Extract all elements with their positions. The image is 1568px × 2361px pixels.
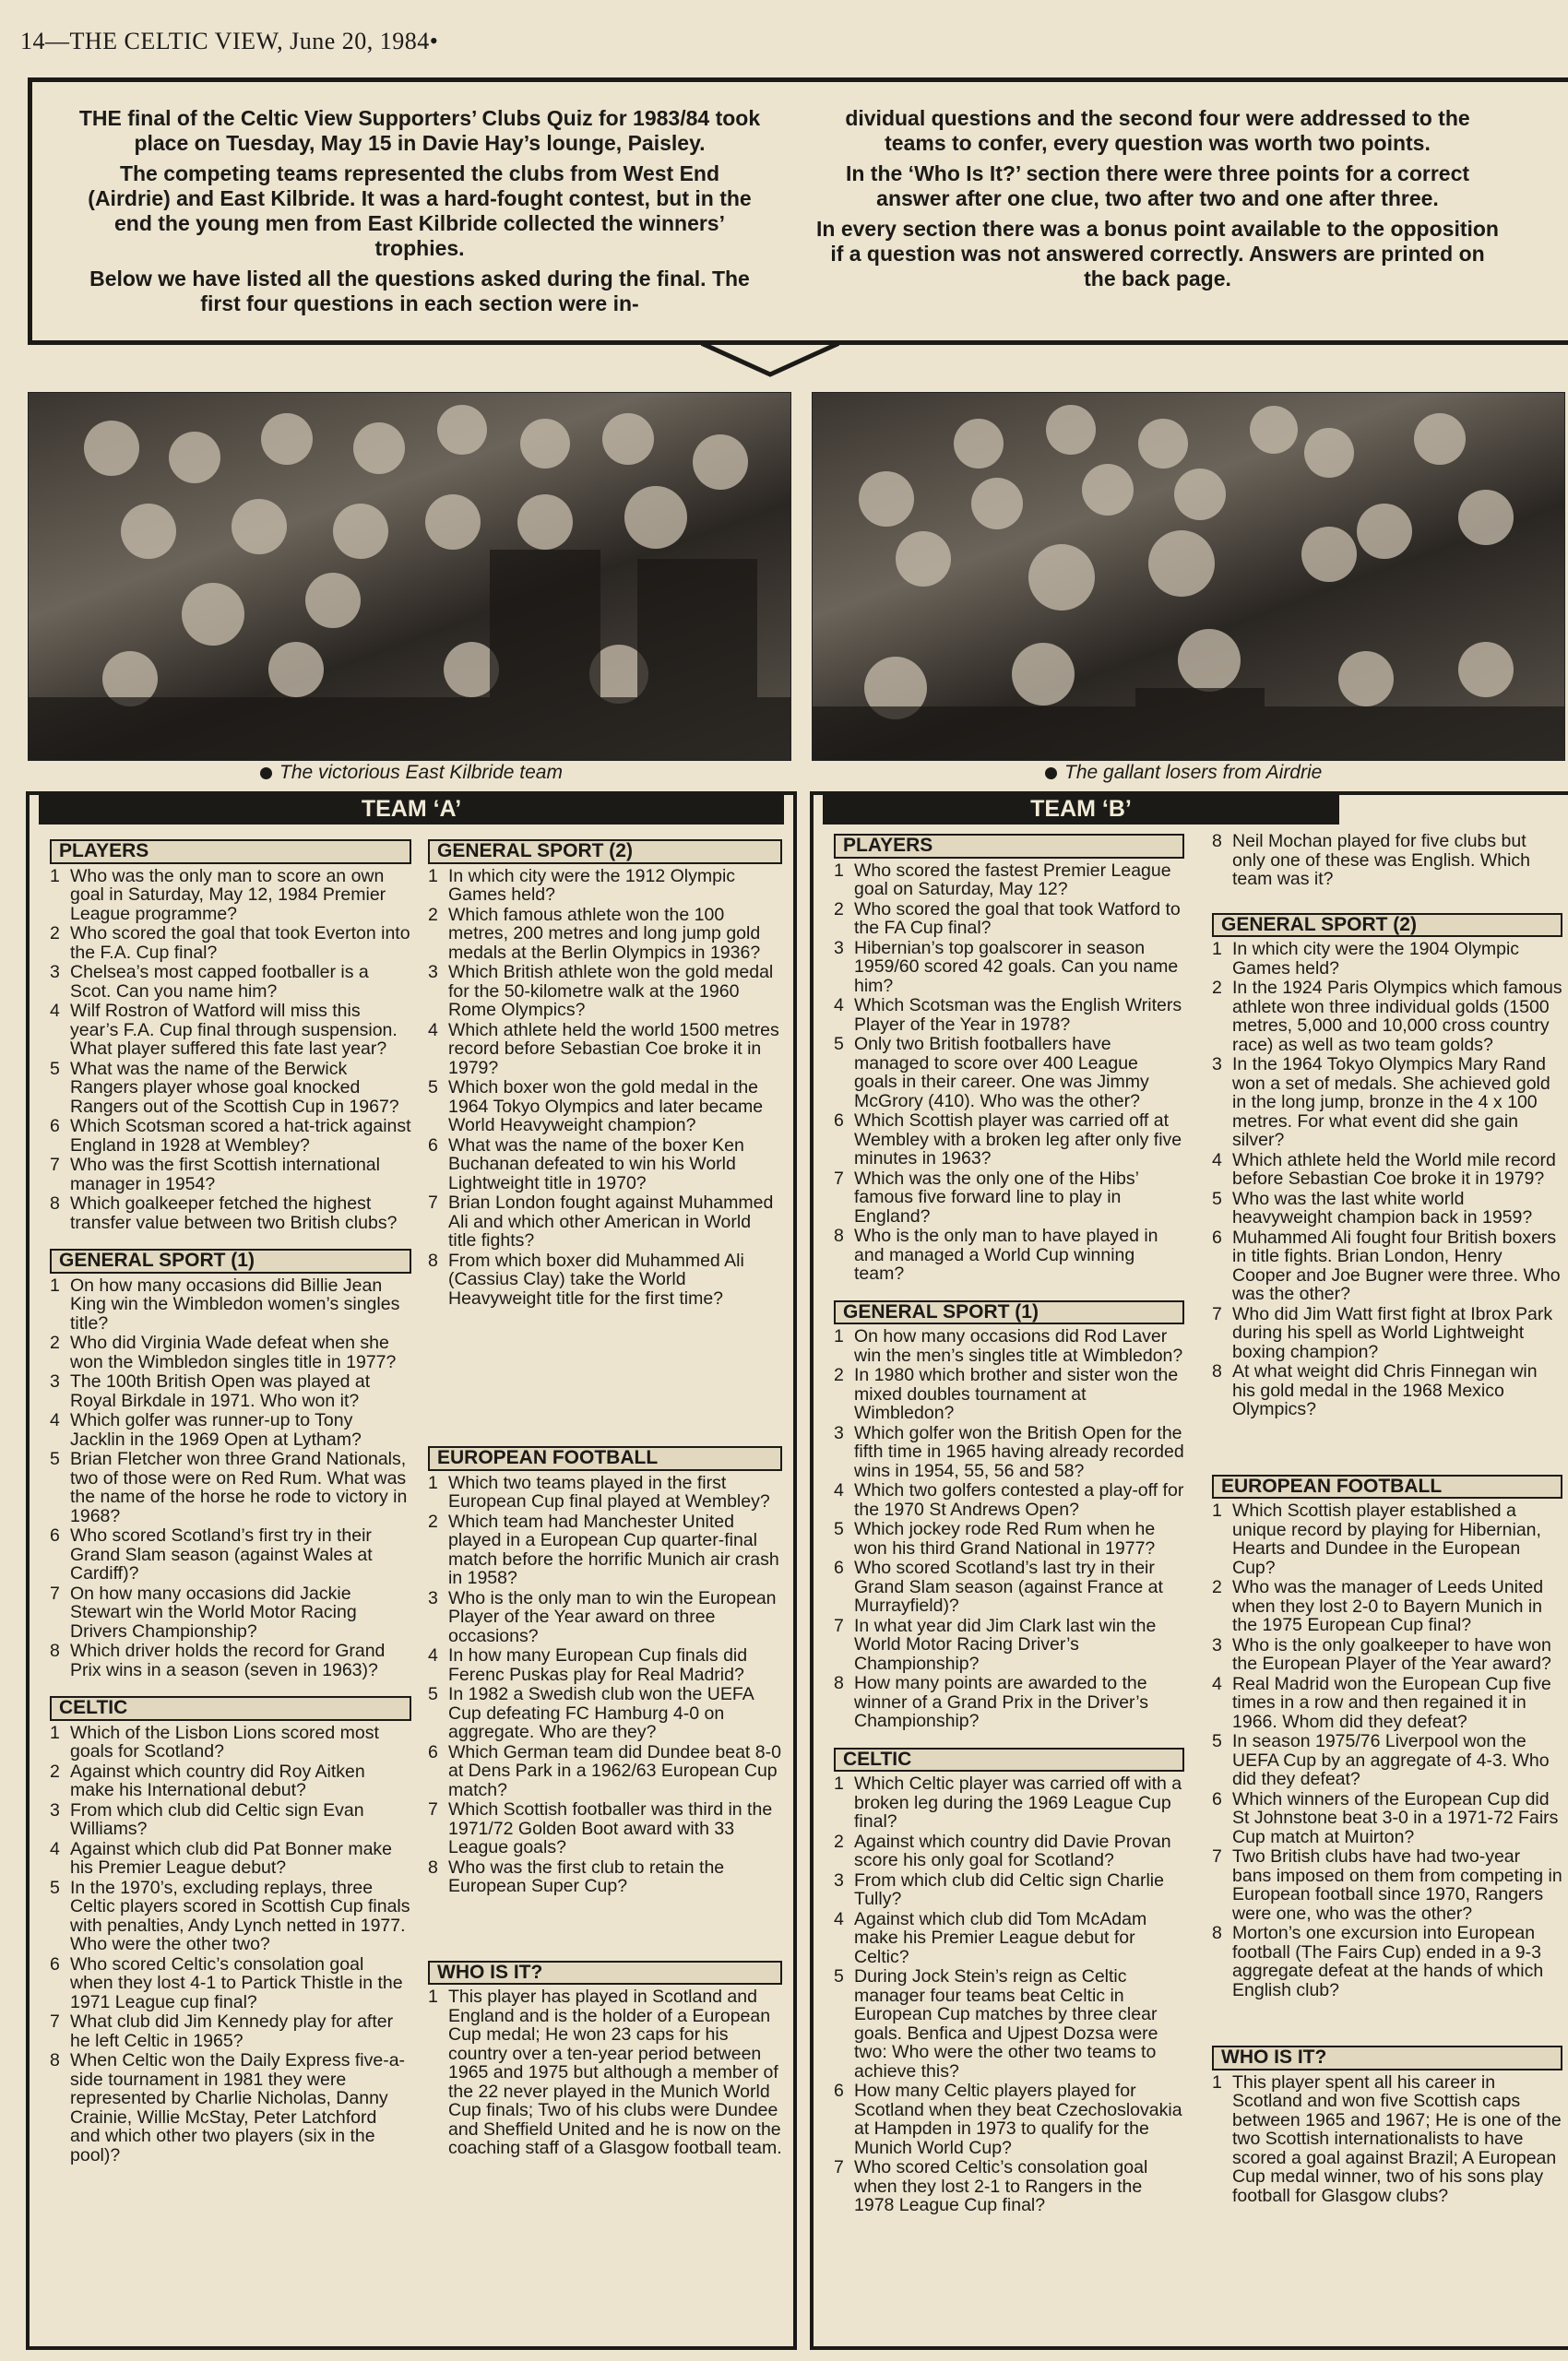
question-text: Morton’s one excursion into European football (The Fairs Cup) ended in a 9-3 aggregate defeat at the hands of which English club? — [1232, 1923, 1544, 2000]
quiz-section — [1212, 913, 1562, 1419]
question-number: 8 — [1212, 831, 1222, 851]
section-heading: EUROPEAN FOOTBALL — [428, 1446, 782, 1471]
question-item — [428, 1021, 782, 1078]
question-number: 3 — [50, 962, 60, 982]
quiz-section — [1212, 1475, 1562, 2000]
question-text: The 100th British Open was played at Royal Birkdale in 1971. Who won it? — [70, 1371, 371, 1411]
team-a-panel — [26, 791, 797, 2350]
question-number: 8 — [428, 1857, 438, 1878]
question-item — [50, 1450, 411, 1525]
section-heading: GENERAL SPORT (1) — [50, 1249, 411, 1274]
question-text: Which was the only one of the Hibs’ famous five forward line to play in England? — [854, 1168, 1139, 1227]
team-b-column-1 — [834, 834, 1184, 2232]
intro-right-column — [816, 106, 1499, 297]
question-text: Who scored the goal that took Watford to the FA Cup final? — [854, 898, 1181, 938]
question-number: 2 — [428, 904, 438, 925]
question-item — [834, 1424, 1184, 1481]
question-number: 3 — [1212, 1634, 1222, 1655]
question-item — [834, 1774, 1184, 1832]
question-number: 6 — [50, 1953, 60, 1975]
question-text: Against which club did Pat Bonner make his Premier League debut? — [70, 1838, 393, 1878]
question-text: Which team had Manchester United played in a European Cup quarter-final match before the horrific Munich air crash in 1958? — [448, 1511, 779, 1588]
question-number: 8 — [428, 1250, 438, 1271]
question-number: 2 — [1212, 978, 1222, 998]
photo-airdrie-team — [812, 392, 1565, 761]
question-item — [50, 1411, 411, 1449]
question-number: 1 — [428, 865, 438, 886]
question-text: Which Celtic player was carried off with a broken leg during the 1969 League Cup final? — [854, 1774, 1182, 1832]
question-number: 4 — [834, 995, 844, 1015]
section-heading: GENERAL SPORT (2) — [428, 839, 782, 864]
question-text: Who was the first club to retain the European Super Cup? — [448, 1857, 725, 1896]
question-item — [1212, 1228, 1562, 1304]
question-number: 7 — [1212, 1846, 1222, 1867]
caption-left-text: The victorious East Kilbride team — [279, 762, 563, 783]
question-text: From which club did Celtic sign Evan Williams? — [70, 1799, 364, 1839]
question-text: This player spent all his career in Scotland and won five Scottish caps between 1965 and 1967; He is one of the two Scottish internationalists to have scored a goal against Brazil; A European Cup medal winner, two of his sons play football for Glasgow clubs? — [1232, 2071, 1562, 2206]
question-item — [834, 1327, 1184, 1365]
quiz-section — [1212, 2046, 1562, 2205]
question-text: In 1982 a Swedish club won the UEFA Cup defeating FC Hamburg 4-0 on aggregate. Who are they? — [448, 1684, 754, 1742]
question-item — [834, 1366, 1184, 1423]
team-a-column-1 — [50, 839, 411, 2181]
question-text: Which Scottish footballer was third in the 1971/72 Golden Boot award with 33 League goals? — [448, 1799, 773, 1857]
question-text: Who did Virginia Wade defeat when she won the Wimbledon singles title in 1977? — [70, 1333, 397, 1372]
question-item — [428, 1987, 782, 2158]
question-text: Which two teams played in the first European Cup final played at Wembley? — [448, 1472, 770, 1512]
question-item — [834, 1481, 1184, 1519]
section-heading: WHO IS IT? — [1212, 2046, 1562, 2070]
question-item — [834, 1111, 1184, 1169]
question-item — [50, 1156, 411, 1193]
question-text: Which jockey rode Red Rum when he won his third Grand National in 1977? — [854, 1519, 1156, 1559]
question-number: 6 — [834, 1110, 844, 1131]
question-number: 7 — [50, 1155, 60, 1175]
question-number: 2 — [834, 1831, 844, 1852]
question-number: 5 — [428, 1077, 438, 1097]
question-text: Which British athlete won the gold medal for the 50-kilometre walk at the 1960 Rome Olympics? — [448, 962, 774, 1020]
question-item — [834, 1871, 1184, 1909]
question-text: Who is the only man to have played in and managed a World Cup winning team? — [854, 1226, 1158, 1284]
section-heading: CELTIC — [50, 1696, 411, 1721]
question-item — [1212, 1636, 1562, 1674]
team-a-banner: TEAM ‘A’ — [39, 793, 784, 825]
question-text: In 1980 which brother and sister won the mixed doubles tournament at Wimbledon? — [854, 1365, 1179, 1423]
question-text: Which golfer won the British Open for the fifth time in 1965 having already recorded wins in 1954, 55, 56 and 58? — [854, 1422, 1184, 1481]
question-item — [428, 1589, 782, 1646]
question-number: 4 — [428, 1645, 438, 1666]
section-heading: EUROPEAN FOOTBALL — [1212, 1475, 1562, 1500]
question-number: 7 — [428, 1192, 438, 1213]
question-text: Who was the first Scottish international manager in 1954? — [70, 1155, 380, 1194]
question-number: 2 — [50, 1333, 60, 1353]
question-text: Who is the only man to win the European Player of the Year award on three occasions? — [448, 1587, 777, 1646]
question-item — [428, 1646, 782, 1684]
quiz-section — [50, 1249, 411, 1679]
question-number: 5 — [1212, 1188, 1222, 1209]
question-text: In the 1970’s, excluding replays, three Celtic players scored in Scottish Cup finals with penalties, Andy Lynch netted in 1977. Who were the other two? — [70, 1877, 410, 1954]
question-number: 4 — [834, 1908, 844, 1929]
intro-notch — [701, 343, 839, 378]
crowd-illustration — [813, 393, 1564, 760]
question-item — [834, 1169, 1184, 1227]
question-item — [428, 1685, 782, 1742]
question-number: 6 — [834, 2081, 844, 2101]
question-number: 8 — [834, 1673, 844, 1693]
question-item — [1212, 1847, 1562, 1923]
intro-paragraph: dividual questions and the second four were addressed to the teams to confer, every question was worth two points. — [845, 106, 1470, 155]
question-text: Who did Jim Watt first fight at Ibrox Park during his spell as World Lightweight boxing champion? — [1232, 1303, 1553, 1362]
team-a-column-2 — [428, 839, 782, 2175]
question-number: 6 — [1212, 1788, 1222, 1809]
question-item — [1212, 832, 1562, 889]
question-text: Against which club did Tom McAdam make his Premier League debut for Celtic? — [854, 1908, 1147, 1967]
question-item — [1212, 1305, 1562, 1362]
question-number: 6 — [50, 1116, 60, 1136]
question-number: 4 — [834, 1480, 844, 1501]
question-text: Which German team did Dundee beat 8-0 at Dens Park in a 1962/63 European Cup match? — [448, 1741, 781, 1800]
question-number: 3 — [50, 1371, 60, 1392]
question-item — [1212, 940, 1562, 978]
question-item — [1212, 2073, 1562, 2206]
question-text: In which city were the 1904 Olympic Games held? — [1232, 939, 1520, 979]
question-text: How many Celtic players played for Scotland when they beat Czechoslovakia at Hampden in 1973 to qualify for the Munich World Cup? — [854, 2081, 1182, 2158]
question-item — [50, 1840, 411, 1878]
question-number: 3 — [834, 1422, 844, 1443]
question-text: How many points are awarded to the winner of a Grand Prix in the Driver’s Championship? — [854, 1673, 1148, 1731]
question-item — [834, 1833, 1184, 1870]
question-number: 7 — [50, 1583, 60, 1604]
question-text: Which famous athlete won the 100 metres, 200 metres and long jump gold medals at the Berlin Olympics in 1936? — [448, 904, 761, 963]
question-item — [428, 1858, 782, 1896]
team-b-column-2 — [1212, 832, 1562, 2222]
question-item — [50, 2051, 411, 2165]
question-number: 1 — [50, 865, 60, 886]
question-text: Who scored Celtic’s consolation goal when they lost 2-1 to Rangers in the 1978 League Cup final? — [854, 2157, 1148, 2215]
photo-east-kilbride-team — [28, 392, 791, 761]
question-number: 5 — [428, 1684, 438, 1704]
question-item — [834, 1910, 1184, 1967]
question-number: 8 — [834, 1226, 844, 1246]
question-text: What was the name of the boxer Ken Buchanan defeated to win his World Lightweight title in 1970? — [448, 1134, 744, 1193]
question-number: 7 — [428, 1799, 438, 1820]
question-text: Which athlete held the world 1500 metres record before Sebastian Coe broke it in 1979? — [448, 1019, 779, 1078]
question-text: In what year did Jim Clark last win the World Motor Racing Driver’s Championship? — [854, 1615, 1157, 1674]
section-heading: PLAYERS — [50, 839, 411, 864]
intro-box — [28, 77, 1568, 345]
question-number: 1 — [1212, 1501, 1222, 1521]
intro-left-column — [78, 106, 761, 322]
question-item — [1212, 1578, 1562, 1635]
intro-paragraph: THE final of the Celtic View Supporters’ Clubs Quiz for 1983/84 took place on Tuesday, May 15 in Davie Hay’s lounge, Paisley. — [78, 106, 761, 155]
question-number: 2 — [50, 923, 60, 943]
question-text: In season 1975/76 Liverpool won the UEFA Cup by an aggregate of 4-3. Who did they defeat? — [1232, 1731, 1550, 1789]
question-item — [50, 1526, 411, 1584]
crowd-illustration — [29, 393, 790, 760]
question-text: What club did Jim Kennedy play for after he left Celtic in 1965? — [70, 2011, 394, 2051]
question-text: At what weight did Chris Finnegan win his gold medal in the 1968 Mexico Olympics? — [1232, 1361, 1538, 1419]
quiz-section — [50, 839, 411, 1232]
question-item — [50, 1276, 411, 1334]
question-text: Wilf Rostron of Watford will miss this year’s F.A. Cup final through suspension. What player suffered this fate last year? — [70, 1001, 398, 1059]
question-item — [834, 2082, 1184, 2157]
question-item — [428, 1513, 782, 1588]
question-text: What was the name of the Berwick Rangers player whose goal knocked Rangers out of the Scottish Cup in 1967? — [70, 1058, 399, 1117]
caption-right-text: The gallant losers from Airdrie — [1064, 762, 1323, 783]
question-item — [834, 900, 1184, 938]
question-item — [834, 1617, 1184, 1674]
question-number: 8 — [1212, 1361, 1222, 1382]
question-text: Who scored Scotland’s last try in their Grand Slam season (against France at Murrayfield)? — [854, 1558, 1163, 1616]
question-item — [834, 1967, 1184, 2081]
question-item — [834, 1674, 1184, 1731]
question-text: Who was the last white world heavyweight champion back in 1959? — [1232, 1188, 1533, 1228]
question-number: 8 — [1212, 1923, 1222, 1943]
intro-paragraph: Below we have listed all the questions asked during the final. The first four questions in each section were in- — [89, 267, 750, 315]
section-heading: WHO IS IT? — [428, 1961, 782, 1986]
question-number: 3 — [428, 962, 438, 982]
question-text: Only two British footballers have managed to score over 400 League goals in their career. One was Jimmy McGrory (410). Who was the other? — [854, 1034, 1149, 1111]
question-item — [428, 1743, 782, 1800]
question-number: 5 — [834, 1966, 844, 1987]
quiz-section — [834, 834, 1184, 1284]
question-text: Which two golfers contested a play-off for the 1970 St Andrews Open? — [854, 1480, 1184, 1520]
question-number: 6 — [428, 1134, 438, 1156]
question-number: 1 — [834, 860, 844, 881]
question-number: 7 — [834, 1168, 844, 1189]
question-number: 1 — [428, 1472, 438, 1493]
question-text: Which boxer won the gold medal in the 1964 Tokyo Olympics and later became World Heavyweight champion? — [448, 1077, 764, 1135]
question-item — [50, 1879, 411, 1954]
question-text: Which athlete held the World mile record before Sebastian Coe broke it in 1979? — [1232, 1149, 1556, 1189]
question-text: Who scored Celtic’s consolation goal when they lost 4-1 to Partick Thistle in the 1971 League cup final? — [70, 1953, 403, 2012]
question-text: Which goalkeeper fetched the highest transfer value between two British clubs? — [70, 1193, 398, 1233]
question-item — [1212, 1055, 1562, 1150]
question-item — [428, 963, 782, 1020]
question-number: 2 — [834, 1365, 844, 1385]
question-item — [428, 1078, 782, 1135]
question-number: 4 — [1212, 1149, 1222, 1170]
section-heading: GENERAL SPORT (1) — [834, 1300, 1184, 1325]
question-number: 7 — [50, 2011, 60, 2032]
question-item — [1212, 979, 1562, 1054]
question-item — [50, 2012, 411, 2050]
question-number: 2 — [1212, 1577, 1222, 1597]
question-number: 8 — [50, 1641, 60, 1661]
question-text: In the 1964 Tokyo Olympics Mary Rand won a set of medals. She achieved gold in the long jump, bronze in the 4 x 100 metres. For what event did she gain silver? — [1232, 1054, 1550, 1150]
question-text: In how many European Cup finals did Ferenc Puskas play for Real Madrid? — [448, 1645, 748, 1685]
question-number: 4 — [50, 1838, 60, 1859]
question-item — [428, 1136, 782, 1193]
question-item — [834, 939, 1184, 996]
question-text: On how many occasions did Billie Jean King win the Wimbledon women’s singles title? — [70, 1275, 400, 1334]
question-text: Which golfer was runner-up to Tony Jacklin in the 1969 Open at Lytham? — [70, 1410, 362, 1450]
question-text: Which of the Lisbon Lions scored most goals for Scotland? — [70, 1722, 379, 1762]
question-item — [428, 906, 782, 963]
question-item — [1212, 1362, 1562, 1419]
question-item — [428, 1252, 782, 1309]
question-number: 4 — [50, 1410, 60, 1430]
question-item — [50, 1955, 411, 2012]
question-number: 3 — [1212, 1054, 1222, 1074]
question-number: 6 — [50, 1525, 60, 1546]
question-text: Hibernian’s top goalscorer in season 1959/60 scored 42 goals. Can you name him? — [854, 937, 1179, 996]
question-item — [428, 1193, 782, 1251]
question-number: 1 — [428, 1987, 438, 2007]
team-b-banner: TEAM ‘B’ — [823, 793, 1339, 825]
question-number: 4 — [1212, 1673, 1222, 1694]
question-number: 2 — [428, 1511, 438, 1532]
question-item — [50, 1762, 411, 1800]
question-text: Who was the manager of Leeds United when they lost 2-0 to Bayern Munich in the 1975 European Cup final? — [1232, 1577, 1544, 1635]
question-text: This player has played in Scotland and England and is the holder of a European Cup medal; He won 23 caps for his country over a ten-year period between 1965 and 1975 but although a member of the 22 never played in the Munich World Cup finals; Two of his clubs were Dundee and Sheffield United and he is now on the coaching staff of a Glasgow football team. — [448, 1987, 782, 2158]
question-text: Brian London fought against Muhammed Ali and which other American in World title fights? — [448, 1192, 774, 1251]
question-number: 1 — [1212, 2071, 1222, 2093]
question-number: 3 — [834, 1869, 844, 1891]
question-text: Which driver holds the record for Grand Prix wins in a season (seven in 1963)? — [70, 1641, 386, 1680]
quiz-section — [428, 839, 782, 1308]
question-text: Who scored Scotland’s first try in their Grand Slam season (against Wales at Cardiff)? — [70, 1525, 373, 1584]
question-number: 5 — [834, 1034, 844, 1054]
question-item — [1212, 1732, 1562, 1789]
question-item — [50, 924, 411, 962]
question-text: Brian Fletcher won three Grand Nationals, two of those were on Red Rum. What was the name of the horse he rode to victory in 1968? — [70, 1449, 408, 1526]
question-item — [1212, 1190, 1562, 1228]
question-text: Two British clubs have had two-year bans imposed on them from competing in European football since 1970, Rangers were one, who was the other? — [1232, 1846, 1562, 1924]
question-item — [834, 2158, 1184, 2215]
intro-paragraph: The competing teams represented the clubs from West End (Airdrie) and East Kilbride. It was a hard-fought contest, but in the end the young men from East Kilbride collected the winners’ trophies. — [88, 161, 752, 260]
question-text: From which club did Celtic sign Charlie Tully? — [854, 1869, 1164, 1909]
question-number: 3 — [50, 1799, 60, 1821]
question-number: 2 — [834, 898, 844, 919]
question-item — [834, 1520, 1184, 1558]
question-number: 6 — [428, 1741, 438, 1762]
quiz-section — [428, 1961, 782, 2158]
question-text: Who is the only goalkeeper to have won the European Player of the Year award? — [1232, 1634, 1551, 1674]
question-item — [1212, 1790, 1562, 1847]
question-text: On how many occasions did Jackie Stewart win the World Motor Racing Drivers Championship? — [70, 1583, 357, 1642]
question-number: 2 — [50, 1761, 60, 1782]
quiz-section — [834, 1300, 1184, 1731]
question-item — [1212, 1501, 1562, 1577]
question-text: Which Scotsman was the English Writers Player of the Year in 1978? — [854, 995, 1182, 1035]
question-item — [834, 996, 1184, 1034]
page-header: 14—THE CELTIC VIEW, June 20, 1984• — [20, 28, 439, 54]
question-text: Chelsea’s most capped footballer is a Scot. Can you name him? — [70, 962, 369, 1002]
question-text: Which Scottish player established a unique record by playing for Hibernian, Hearts and Dundee in the European Cup? — [1232, 1501, 1541, 1578]
question-number: 4 — [50, 1001, 60, 1021]
question-number: 3 — [834, 937, 844, 958]
question-item — [428, 867, 782, 905]
question-number: 1 — [50, 1722, 60, 1743]
question-number: 5 — [50, 1877, 60, 1898]
quiz-section — [834, 1748, 1184, 2215]
question-text: Which Scotsman scored a hat-trick against England in 1928 at Wembley? — [70, 1116, 411, 1156]
question-item — [834, 1035, 1184, 1110]
question-text: Which winners of the European Cup did St Johnstone beat 3-0 in a 1971-72 Fairs Cup match at Muirton? — [1232, 1788, 1559, 1847]
question-item — [50, 1584, 411, 1642]
question-item — [834, 1227, 1184, 1284]
question-number: 8 — [50, 1193, 60, 1214]
question-item — [50, 1117, 411, 1155]
question-item — [428, 1474, 782, 1512]
question-number: 5 — [1212, 1731, 1222, 1751]
question-item — [50, 1002, 411, 1059]
question-item — [834, 1559, 1184, 1616]
question-text: Who scored the goal that took Everton into the F.A. Cup final? — [70, 923, 410, 963]
question-item — [1212, 1924, 1562, 1999]
question-item — [50, 1194, 411, 1232]
question-number: 7 — [834, 1615, 844, 1636]
question-item — [50, 1801, 411, 1839]
caption-left — [260, 762, 563, 784]
question-text: Neil Mochan played for five clubs but only one of these was English. Which team was it? — [1232, 831, 1531, 889]
question-number: 5 — [50, 1449, 60, 1469]
intro-paragraph: In every section there was a bonus point available to the opposition if a question was not answered correctly. Answers are printed on the back page. — [816, 217, 1499, 291]
question-number: 6 — [834, 1558, 844, 1578]
question-item — [50, 1372, 411, 1410]
question-item — [50, 1642, 411, 1679]
question-item — [50, 1334, 411, 1371]
question-number: 1 — [834, 1326, 844, 1347]
question-text: During Jock Stein’s reign as Celtic manager four teams beat Celtic in European Cup matches by three clear goals. Benfica and Ujpest Dozsa were two: Who were the other two teams to achieve this? — [854, 1966, 1158, 2082]
question-text: From which boxer did Muhammed Ali (Cassius Clay) take the World Heavyweight title for the first time? — [448, 1250, 744, 1309]
question-text: Against which country did Roy Aitken make his International debut? — [70, 1761, 365, 1800]
section-heading: GENERAL SPORT (2) — [1212, 913, 1562, 938]
question-number: 7 — [834, 2157, 844, 2177]
question-item — [50, 963, 411, 1001]
question-text: When Celtic won the Daily Express five-a-side tournament in 1981 they were represented by Charlie Nicholas, Danny Crainie, Willie McStay, Peter Latchford and which other two players (six in the pool)? — [70, 2050, 406, 2165]
question-text: Who scored the fastest Premier League goal on Saturday, May 12? — [854, 860, 1171, 899]
question-number: 1 — [834, 1774, 844, 1794]
caption-right — [1045, 762, 1322, 784]
question-item — [50, 867, 411, 924]
question-item — [428, 1800, 782, 1857]
intro-paragraph: In the ‘Who Is It?’ section there were three points for a correct answer after one clue, two after two and one after three. — [845, 161, 1470, 210]
question-text: In the 1924 Paris Olympics which famous athlete won three individual golds (1500 metres, 5,000 and 10,000 cross country race) as well as two team golds? — [1232, 978, 1562, 1055]
quiz-section — [50, 1696, 411, 2165]
question-text: Against which country did Davie Provan score his only goal for Scotland? — [854, 1831, 1171, 1870]
question-number: 4 — [428, 1019, 438, 1040]
question-number: 1 — [1212, 939, 1222, 959]
question-item — [50, 1060, 411, 1117]
question-item — [50, 1724, 411, 1762]
section-heading: CELTIC — [834, 1748, 1184, 1773]
question-text: Which Scottish player was carried off at Wembley with a broken leg after only five minutes in 1963? — [854, 1110, 1182, 1169]
question-item — [834, 861, 1184, 899]
question-number: 5 — [50, 1058, 60, 1079]
question-item — [1212, 1675, 1562, 1732]
question-text: Real Madrid won the European Cup five times in a row and then regained it in 1966. Whom did they defeat? — [1232, 1673, 1551, 1732]
question-number: 8 — [50, 2050, 60, 2070]
team-b-panel — [810, 791, 1568, 2350]
quiz-section — [428, 1446, 782, 1896]
section-heading: PLAYERS — [834, 834, 1184, 859]
question-number: 1 — [50, 1275, 60, 1296]
question-number: 5 — [834, 1519, 844, 1539]
question-text: Who was the only man to score an own goal in Saturday, May 12, 1984 Premier League programme? — [70, 865, 386, 924]
question-number: 7 — [1212, 1303, 1222, 1324]
question-text: In which city were the 1912 Olympic Games held? — [448, 865, 736, 905]
question-number: 6 — [1212, 1227, 1222, 1248]
question-text: On how many occasions did Rod Laver win the men’s singles title at Wimbledon? — [854, 1326, 1183, 1366]
question-number: 3 — [428, 1587, 438, 1608]
question-item — [1212, 1151, 1562, 1189]
question-text: Muhammed Ali fought four British boxers in title fights. Brian London, Henry Cooper and Joe Bugner were three. Who was the other? — [1232, 1227, 1561, 1304]
